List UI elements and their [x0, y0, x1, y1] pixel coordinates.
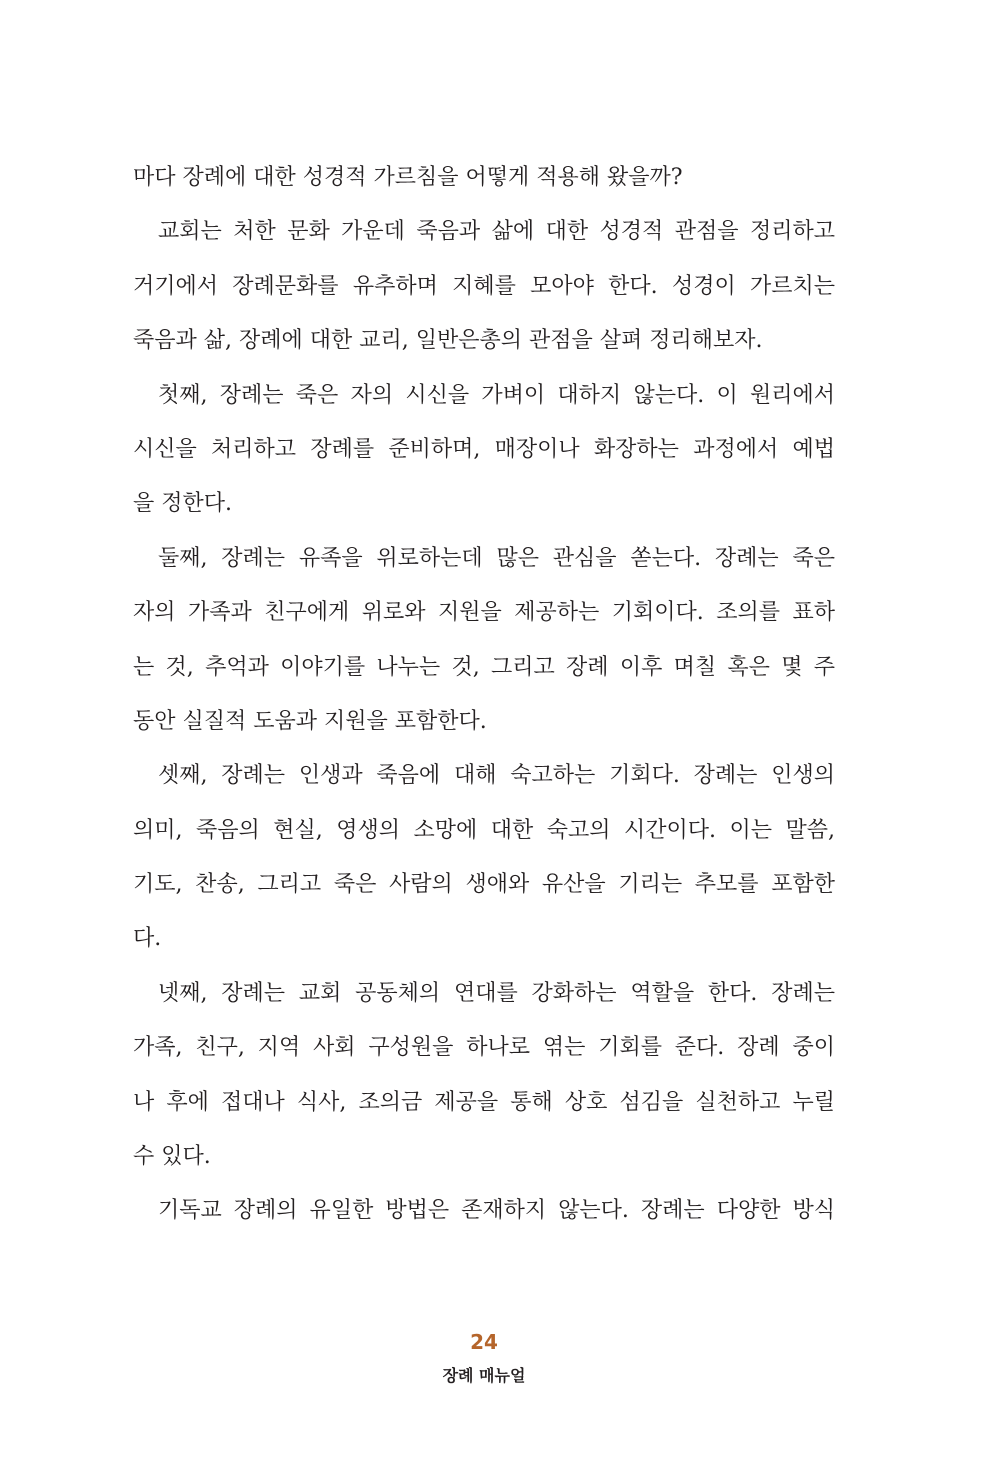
paragraph — [133, 151, 835, 205]
text-line: 넷째, 장례는 교회 공동체의 연대를 강화하는 역할을 한다. 장례는 — [158, 980, 835, 1006]
running-title: 장례 매뉴얼 — [442, 1366, 526, 1385]
text-line: 시신을 처리하고 장례를 준비하며, 매장이나 화장하는 과정에서 예법 — [133, 436, 835, 462]
text-line: 기도, 찬송, 그리고 죽은 사람의 생애와 유산을 기리는 추모를 포함한 — [133, 872, 835, 898]
text-line: 동안 실질적 도움과 지원을 포함한다. — [133, 708, 487, 734]
text-line: 죽음과 삶, 장례에 대한 교리, 일반은총의 관점을 살펴 정리해보자. — [133, 328, 763, 354]
text-line: 나 후에 접대나 식사, 조의금 제공을 통해 상호 섬김을 실천하고 누릴 — [133, 1089, 835, 1115]
paragraph — [133, 967, 835, 1185]
text-line: 의미, 죽음의 현실, 영생의 소망에 대한 숙고의 시간이다. 이는 말씀, — [133, 817, 835, 843]
text-line: 는 것, 추억과 이야기를 나누는 것, 그리고 장례 이후 며칠 혹은 몇 주 — [133, 654, 835, 680]
text-line: 마다 장례에 대한 성경적 가르침을 어떻게 적용해 왔을까? — [133, 165, 683, 190]
paragraph — [133, 532, 835, 750]
text-line: 다. — [133, 926, 162, 952]
text-line: 셋째, 장례는 인생과 죽음에 대해 숙고하는 기회다. 장례는 인생의 — [158, 763, 835, 789]
text-line: 자의 가족과 친구에게 위로와 지원을 제공하는 기회이다. 조의를 표하 — [133, 600, 835, 626]
text-line: 을 정한다. — [133, 491, 232, 517]
text-line: 수 있다. — [133, 1144, 211, 1170]
text-line: 둘째, 장례는 유족을 위로하는데 많은 관심을 쏟는다. 장례는 죽은 — [158, 545, 835, 571]
body-text — [133, 151, 835, 1239]
paragraph — [133, 205, 835, 368]
paragraph — [133, 749, 835, 967]
text-line: 교회는 처한 문화 가운데 죽음과 삶에 대한 성경적 관점을 정리하고 — [158, 219, 835, 245]
text-line: 가족, 친구, 지역 사회 구성원을 하나로 엮는 기회를 준다. 장례 중이 — [133, 1035, 835, 1061]
text-line: 거기에서 장례문화를 유추하며 지혜를 모아야 한다. 성경이 가르치는 — [133, 273, 835, 299]
paragraph — [133, 369, 835, 532]
text-line: 기독교 장례의 유일한 방법은 존재하지 않는다. 장례는 다양한 방식 — [158, 1198, 835, 1224]
paragraph — [133, 1184, 835, 1238]
text-line: 첫째, 장례는 죽은 자의 시신을 가벼이 대하지 않는다. 이 원리에서 — [158, 382, 835, 408]
page-number: 24 — [470, 1330, 498, 1354]
